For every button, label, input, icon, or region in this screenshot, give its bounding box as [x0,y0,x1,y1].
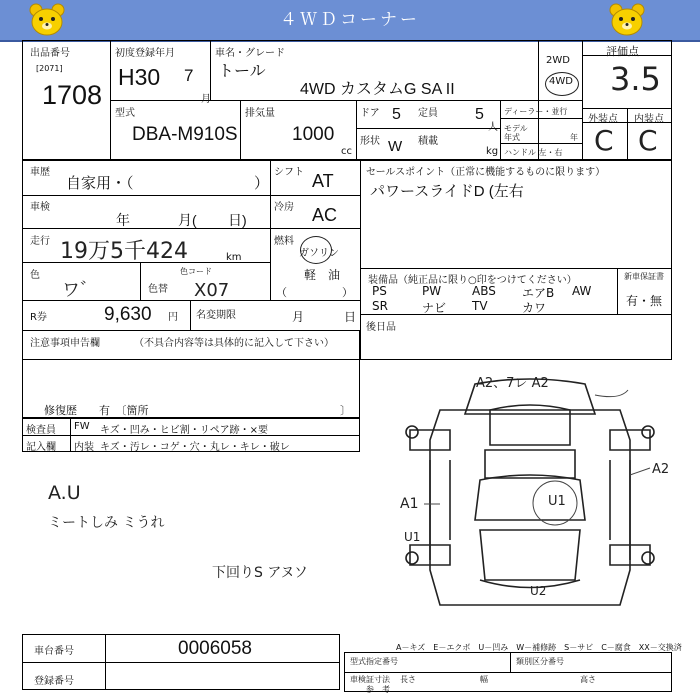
dealer-year-unit: 年 [570,133,578,142]
equipment-item: ナビ [422,301,447,315]
inspector-row2-tag: 内装 [74,442,94,453]
fuel-gasoline: ガソリン [299,248,339,259]
int-score-label: 内装点 [634,114,664,125]
car-grade: 4WD カスタムG SA II [300,81,455,98]
type-number-label: 型式指定番号 [350,657,398,666]
color-code-value: X07 [194,280,230,301]
color-value: ワ゛ [62,280,98,301]
new-warranty-label: 新車保証書 [624,272,664,281]
int-score-value: C [638,124,658,157]
drive-4wd: 4WD [549,76,573,87]
dimension-label: 車検証寸法 [350,675,390,684]
score-value: 3.5 [610,60,661,98]
equipment-item: PS [372,284,387,298]
car-name: トール [218,63,266,80]
fuel-label: 燃料 [274,236,294,247]
ext-score-value: C [594,124,614,157]
repair-history: 修復歴 有 〔箇所 [44,404,149,417]
doors-value: 5 [392,106,401,123]
inspector-label2: 記入欄 [26,442,56,453]
first-reg-year: H30 [118,64,161,90]
name-change-day: 日 [344,310,357,324]
color-label: 色 [30,270,40,281]
displacement-label: 排気量 [245,108,275,119]
dealer-label: ディーラー・並行 [504,107,568,116]
first-reg-label: 初度登録年月 [115,48,175,59]
damage-right: A2 [652,462,670,477]
doors-label: ドア [360,108,380,119]
load-unit: kg [486,146,499,157]
capacity-unit: 人 [488,122,498,133]
mileage-value: 19万5千424 [60,239,188,264]
handle-label: ハンドル 左・右 [504,148,563,157]
sales-label: セールスポイント（正常に機能するものに限ります） [366,167,606,178]
usage-value: 自家用・（ [66,175,134,192]
inspection-label: 車検 [30,202,50,213]
post-install-label: 後日品 [366,322,396,333]
usage-label: 車歴 [30,167,50,178]
inspector-row1: キズ・凹み・ヒビ割・リペア跡・×要 [100,425,268,436]
shift-label: シフト [274,167,304,178]
dim-ref: 参 考 [366,685,390,694]
damage-top: A2、7レ A2 [476,376,549,391]
notes-label: 注意事項申告欄 [30,338,100,349]
model-label: 型式 [115,108,135,119]
name-change-month: 月 [292,310,305,324]
dealer-year-label: 年式 [504,133,520,142]
equipment-item: カワ [522,301,547,315]
dealer-model-label: モデル [504,124,528,133]
dim-width: 幅 [480,675,488,684]
damage-bottom: U2 [530,584,547,598]
fuel-paren: （ ） [276,286,353,299]
equipment-item: ABS [472,284,496,298]
inspector-row1-tag: FW [74,421,90,432]
color-code-label: 色コード [180,267,212,276]
shift-value: AT [312,171,334,191]
displacement-value: 1000 [292,124,335,145]
usage-close: ） [254,175,270,192]
inspector-label1: 検査員 [26,425,56,436]
repair-close: 〕 [340,404,351,417]
damage-left2: U1 [404,530,421,544]
handwriting-line1: A.U [48,482,81,504]
shape-label: 形状 [360,136,380,147]
equipment-label: 装備品（純正品に限り○印をつけてください） [368,275,577,286]
shape-value: W [388,138,403,155]
chassis-value: 0006058 [178,638,252,659]
equipment-item: TV [472,299,488,313]
drive-2wd-label: 2WD [546,55,570,66]
mileage-unit: km [226,252,242,263]
inspector-row2: キズ・汚レ・コゲ・穴・丸レ・キレ・破レ [100,442,290,453]
lot-number: 1708 [42,80,103,110]
damage-legend: A－キズ E－エクボ U－凹み W－補修跡 S－サビ C－腐食 XX－交換済 [396,643,682,652]
mileage-label: 走行 [30,236,50,247]
capacity-label: 定員 [418,108,438,119]
bear-mascot-icon [608,3,646,37]
lot-label: 出品番号 [30,48,70,59]
new-warranty-value: 有・無 [626,294,663,308]
color-num-label: 色替 [148,284,168,295]
damage-mid: U1 [548,494,566,509]
score-label: 評価点 [606,45,639,58]
dim-length: 長さ [400,675,416,684]
fuel-light-oil: 軽 油 [304,268,341,282]
damage-left1: A1 [400,496,419,512]
handwriting-line2: ミートしみ ミうれ [48,515,165,531]
first-reg-month-unit: 月 [201,94,211,105]
equipment-row1 [372,284,612,298]
inspection-month: 月( [178,212,197,228]
equipment-row2 [372,299,612,313]
recycle-label: R券 [30,312,47,323]
chassis-label: 車台番号 [34,646,74,657]
recycle-unit: 円 [168,312,178,323]
recycle-value: 9,630 [104,304,152,325]
ext-score-label: 外装点 [588,114,618,125]
ac-label: 冷房 [274,202,294,213]
handwriting-line3: 下回りS アヌソ [212,565,308,581]
ac-value: AC [312,205,338,225]
load-label: 積載 [418,136,438,147]
first-reg-month: 7 [184,66,194,85]
displacement-unit: cc [341,146,352,157]
equipment-item: PW [422,284,442,298]
class-number-label: 類別区分番号 [516,657,564,666]
header-title: ４ＷＤコーナー [280,10,420,30]
equipment-item: SR [372,299,388,313]
inspection-year: 年 [116,212,130,228]
bear-mascot-icon [28,3,66,37]
equipment-item: AW [572,284,592,298]
registration-label: 登録番号 [34,676,74,687]
equipment-item: エアB [522,286,555,300]
capacity-value: 5 [475,106,484,123]
sales-value: パワースライドD (左右 [370,183,524,200]
notes-sub: （不具合内容等は具体的に記入して下さい） [134,338,334,349]
car-name-label: 車名・グレード [215,48,285,59]
inspection-day: 日) [228,212,247,228]
model-value: DBA-M910S [132,124,238,145]
dim-height: 高さ [580,675,596,684]
lot-sub: [2071] [36,64,63,73]
name-change-label: 名変期限 [196,310,236,321]
